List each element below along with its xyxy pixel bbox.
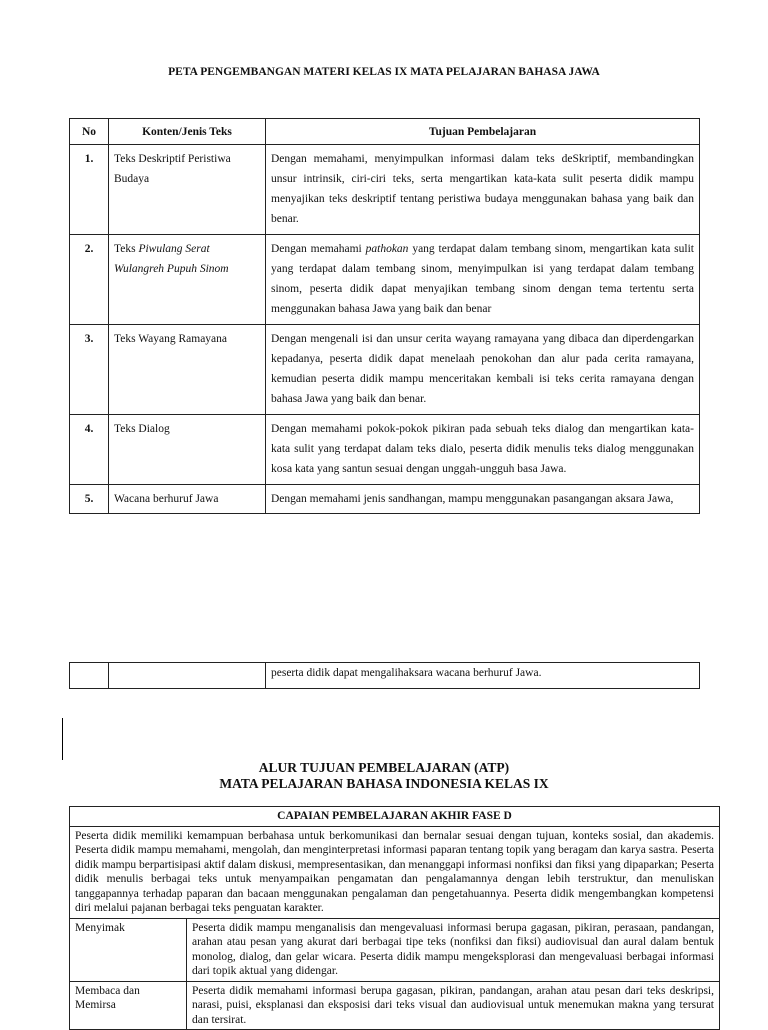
capaian-table (69, 806, 720, 1030)
row-number: 3. (70, 325, 109, 415)
tujuan-part-b: yang terdapat dalam tembang sinom, mengartikan kata sulit yang terdapat dalam tembang sinom, menyimpulkan isi yang terdapat dalam tembang sinom, peserta didik dapat menyajikan tembang sinom dengan tema tertentu serta menggunakan bahasa Jawa yang baik dan benar (271, 243, 694, 315)
konten-prefix: Teks (114, 243, 139, 255)
materi-table (69, 118, 700, 514)
document-title-atp (0, 760, 768, 792)
capaian-summary-row (70, 826, 720, 918)
row-konten: Teks Deskriptif Peristiwa Budaya (109, 145, 266, 235)
row-tujuan: Dengan memahami jenis sandhangan, mampu menggunakan pasangangan aksara Jawa, (266, 485, 700, 514)
row-tujuan: Dengan memahami pokok-pokok pikiran pada sebuah teks dialog dan mengartikan kata-kata sulit yang terdapat dalam teks dialo, peserta didik menulis teks dialog menggunakan kosa kata yang santun sesuai dengan unggah-ungguh basa Jawa. (266, 415, 700, 485)
table-row (70, 918, 720, 981)
header-konten: Konten/Jenis Teks (109, 119, 266, 145)
row-tujuan: Dengan memahami, menyimpulkan informasi dalam teks deSkriptif, membandingkan unsur intrinsik, ciri-ciri teks, serta mengartikan kata-kata sulit peserta didik mampu menyajikan teks deskriptif tentang peristiwa budaya menggunakan bahasa yang baik dan benar. (266, 145, 700, 235)
materi-table-continuation (69, 662, 700, 689)
konten-italic: Piwulang Serat Wulangreh Pupuh Sinom (114, 243, 229, 275)
row-desc: Peserta didik mampu menganalisis dan mengevaluasi informasi berupa gagasan, pikiran, perasaan, pandangan, arahan atau pesan yang akurat dari berbagai tipe teks (nonfiksi dan fiksi) audiovisual dan aural dalam bentuk monolog, dialog, dan gelar wicara. Peserta didik mampu mengeksplorasi dan mengevaluasi berbagai informasi dari topik aktual yang didengar. (187, 918, 720, 981)
document-title-peta: PETA PENGEMBANGAN MATERI KELAS IX MATA PELAJARAN BAHASA JAWA (168, 66, 600, 78)
empty-cell (70, 663, 109, 689)
row-konten: Teks Dialog (109, 415, 266, 485)
table-row (70, 415, 700, 485)
table-header-row (70, 119, 700, 145)
table-row (70, 981, 720, 1030)
table-row (70, 325, 700, 415)
text-cursor (62, 718, 63, 760)
row-tujuan (266, 235, 700, 325)
tujuan-part-a: Dengan memahami (271, 243, 366, 255)
table-row (70, 663, 700, 689)
row-label: Menyimak (70, 918, 187, 981)
header-no: No (70, 119, 109, 145)
header-tujuan: Tujuan Pembelajaran (266, 119, 700, 145)
continuation-text: peserta didik dapat mengalihaksara wacana berhuruf Jawa. (266, 663, 700, 689)
table-row (70, 485, 700, 514)
atp-title-line2: MATA PELAJARAN BAHASA INDONESIA KELAS IX (219, 776, 549, 791)
row-desc: Peserta didik memahami informasi berupa gagasan, pikiran, pandangan, arahan atau pesan dari teks deskripsi, narasi, puisi, eksplanasi dan eksposisi dari teks visual dan audiovisual untuk menemukan makna yang tersurat dan tersirat. (187, 981, 720, 1030)
capaian-header: CAPAIAN PEMBELAJARAN AKHIR FASE D (70, 807, 720, 827)
row-konten: Wacana berhuruf Jawa (109, 485, 266, 514)
capaian-summary: Peserta didik memiliki kemampuan berbahasa untuk berkomunikasi dan bernalar sesuai dengan tujuan, konteks sosial, dan akademis. Peserta didik mampu memahami, mengolah, dan menginterpretasi informasi paparan tentang topik yang beragam dan karya sastra. Peserta didik mampu berpartisipasi aktif dalam diskusi, mempresentasikan, dan menanggapi informasi nonfiksi dan fiksi yang dipaparkan; Peserta didik menulis berbagai teks untuk menyampaikan pengamatan dan pengalamannya dengan lebih terstruktur, dan menuliskan tanggapannya terhadap paparan dan bacaan menggunakan pengalaman dan pengetahuannya. Peserta didik mengembangkan kompetensi diri melalui pajanan berbagai teks penguatan karakter. (70, 826, 720, 918)
row-konten (109, 235, 266, 325)
row-number: 2. (70, 235, 109, 325)
row-label: Membaca dan Memirsa (70, 981, 187, 1030)
empty-cell (109, 663, 266, 689)
row-number: 5. (70, 485, 109, 514)
capaian-header-row (70, 807, 720, 827)
table-row (70, 235, 700, 325)
atp-title-line1: ALUR TUJUAN PEMBELAJARAN (ATP) (258, 760, 510, 775)
row-number: 1. (70, 145, 109, 235)
row-konten: Teks Wayang Ramayana (109, 325, 266, 415)
row-tujuan: Dengan mengenali isi dan unsur cerita wayang ramayana yang dibaca dan diperdengarkan kepadanya, peserta didik dapat menelaah penokohan dan alur pada cerita ramayana, kemudian peserta didik mampu menceritakan kembali isi teks cerita ramayana dengan bahasa Jawa yang baik dan benar. (266, 325, 700, 415)
tujuan-italic: pathokan (365, 243, 409, 255)
row-number: 4. (70, 415, 109, 485)
table-row (70, 145, 700, 235)
